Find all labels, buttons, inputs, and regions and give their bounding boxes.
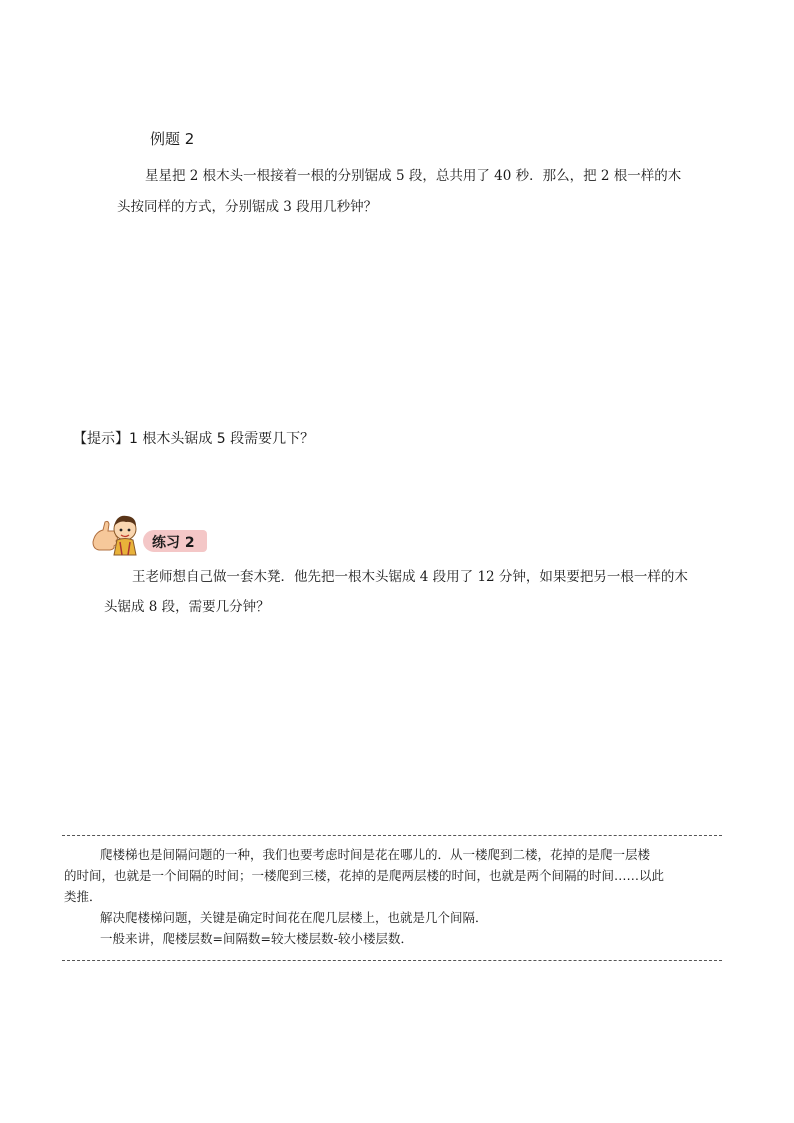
note-top-divider <box>62 835 722 836</box>
example-text-line-2: 头按同样的方式，分别锯成 3 段用几秒钟？ <box>117 199 378 215</box>
note-line-4: 解决爬楼梯问题，关键是确定时间花在爬几层楼上，也就是几个间隔． <box>100 910 488 925</box>
example-text-line-1: 星星把 2 根木头一根接着一根的分别锯成 5 段，总共用了 40 秒．那么，把 2 根一样的木 <box>145 168 682 184</box>
thumbs-up-kid-icon <box>90 512 142 558</box>
practice-label: 练习 2 <box>152 535 195 551</box>
practice-text-line-2: 头锯成 8 段，需要几分钟？ <box>104 599 270 615</box>
note-bottom-divider <box>62 960 722 961</box>
note-line-1: 爬楼梯也是间隔问题的一种，我们也要考虑时间是花在哪儿的．从一楼爬到二楼，花掉的是爬一层楼 <box>100 847 651 862</box>
note-line-3: 类推． <box>64 889 102 904</box>
note-line-5: 一般来讲，爬楼层数=间隔数=较大楼层数-较小楼层数． <box>100 931 413 946</box>
note-line-2: 的时间，也就是一个间隔的时间；一楼爬到三楼，花掉的是爬两层楼的时间，也就是两个间隔的时间……以此 <box>64 868 665 883</box>
example-title: 例题 2 <box>150 130 195 148</box>
practice-text-line-1: 王老师想自己做一套木凳．他先把一根木头锯成 4 段用了 12 分钟，如果要把另一根一样的木 <box>132 569 688 585</box>
hint-text: 【提示】1 根木头锯成 5 段需要几下？ <box>73 431 315 447</box>
